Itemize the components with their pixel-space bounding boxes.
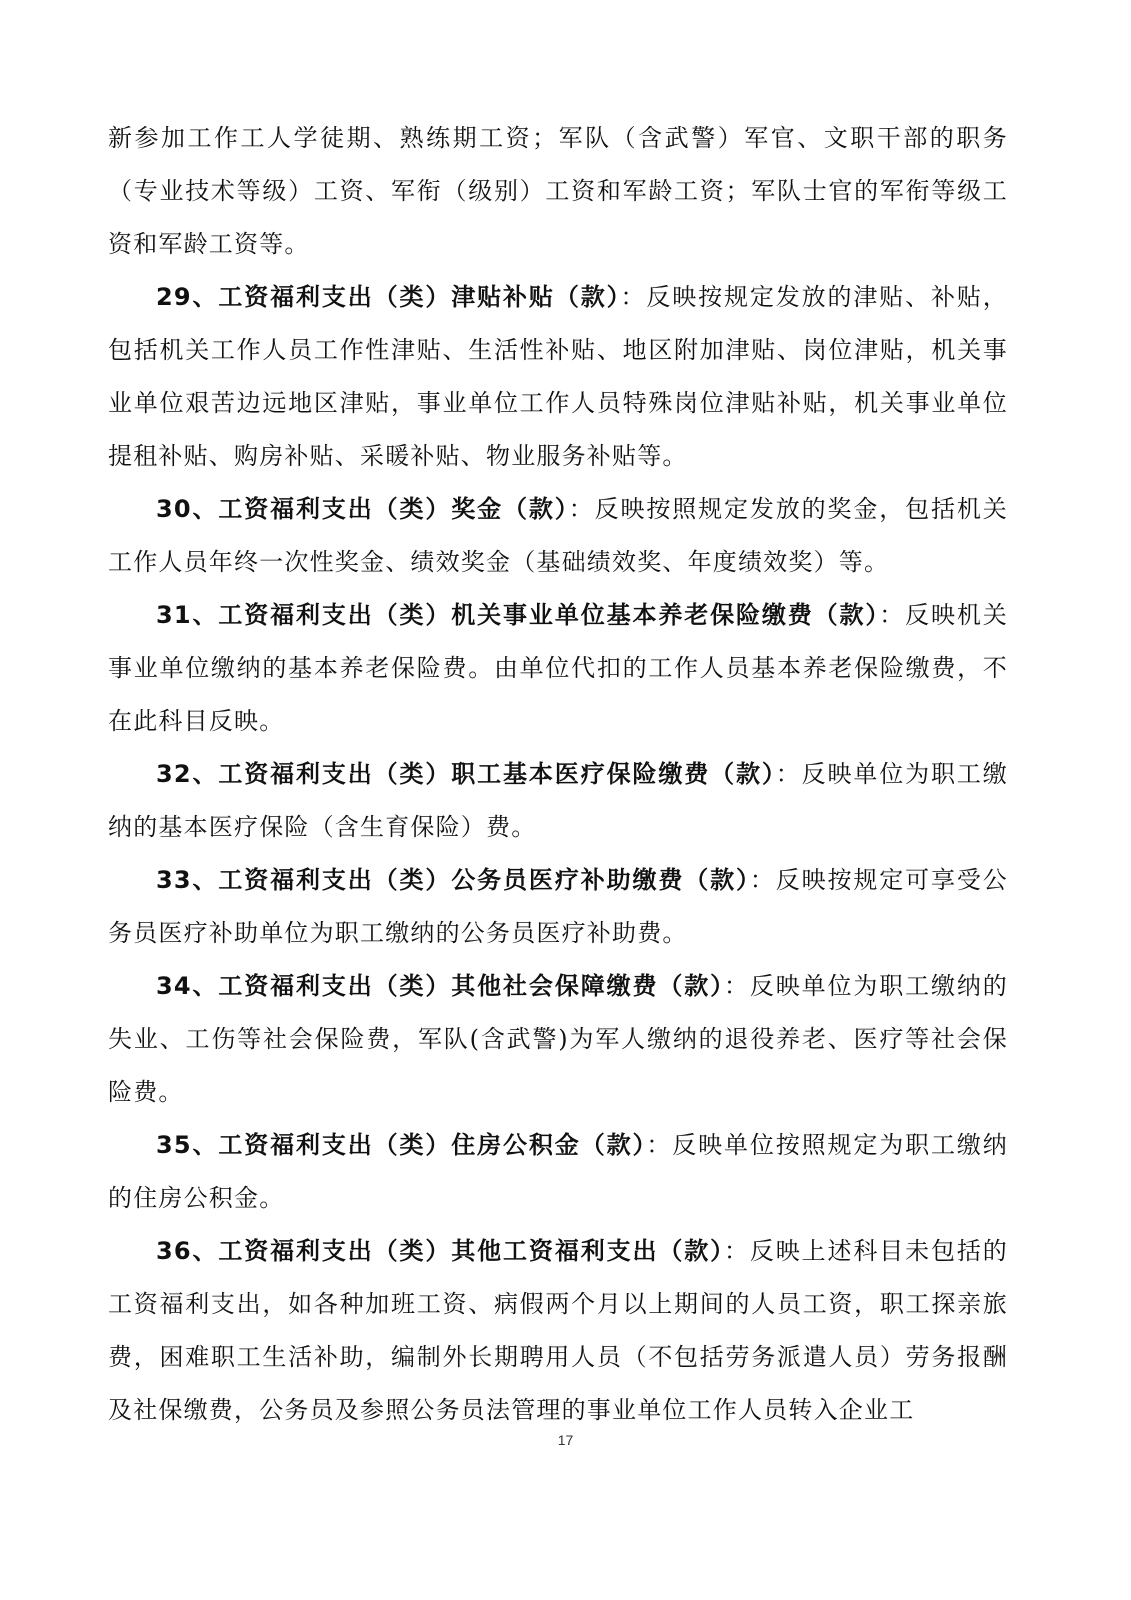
item-29-paragraph [108,271,1008,483]
item-36-paragraph [108,1225,1008,1437]
item-30-text: ：反映按照规定发放的奖金，包括机关工作人员年终一次性奖金、绩效奖金（基础绩效奖、年度绩效奖）等。 [108,495,1008,576]
item-31-text: ：反映机关事业单位缴纳的基本养老保险费。由单位代扣的工作人员基本养老保险缴费，不在此科目反映。 [108,601,1009,735]
item-33-paragraph [108,854,1008,960]
document-body [108,112,1008,1437]
item-31-heading: 31、工资福利支出（类）机关事业单位基本养老保险缴费（款） [156,601,880,629]
item-36-text: ：反映上述科目未包括的工资福利支出，如各种加班工资、病假两个月以上期间的人员工资，职工探亲旅费，困难职工生活补助，编制外长期聘用人员（不包括劳务派遣人员）劳务报酬及社保缴费，公务员及参照公务员法管理的事业单位工作人员转入企业工 [108,1237,1008,1424]
item-30-heading: 30、工资福利支出（类）奖金（款） [156,495,569,523]
item-33-text: ：反映按规定可享受公务员医疗补助单位为职工缴纳的公务员医疗补助费。 [108,866,1009,947]
item-33-heading: 33、工资福利支出（类）公务员医疗补助缴费（款） [156,866,750,894]
item-32-paragraph [108,748,1008,854]
item-35-heading: 35、工资福利支出（类）住房公积金（款） [156,1131,647,1159]
intro-paragraph: 新参加工作工人学徒期、熟练期工资；军队（含武警）军官、文职干部的职务（专业技术等级）工资、军衔（级别）工资和军龄工资；军队士官的军衔等级工资和军龄工资等。 [108,124,1008,258]
item-35-text: ：反映单位按照规定为职工缴纳的住房公积金。 [108,1131,1008,1212]
item-32-heading: 32、工资福利支出（类）职工基本医疗保险缴费（款） [156,760,776,788]
item-29-heading: 29、工资福利支出（类）津贴补贴（款） [156,283,621,311]
item-34-heading: 34、工资福利支出（类）其他社会保障缴费（款） [156,972,724,1000]
item-35-paragraph [108,1119,1008,1225]
item-31-paragraph [108,589,1008,748]
item-32-text: ：反映单位为职工缴纳的基本医疗保险（含生育保险）费。 [108,760,1008,841]
item-34-paragraph [108,960,1008,1119]
item-30-paragraph [108,483,1008,589]
page-number: 17 [557,1432,574,1448]
item-29-text: ：反映按规定发放的津贴、补贴，包括机关工作人员工作性津贴、生活性补贴、地区附加津贴、岗位津贴，机关事业单位艰苦边远地区津贴，事业单位工作人员特殊岗位津贴补贴，机关事业单位提租补贴、购房补贴、采暖补贴、物业服务补贴等。 [108,283,1009,470]
item-36-heading: 36、工资福利支出（类）其他工资福利支出（款） [156,1237,724,1265]
item-34-text: ：反映单位为职工缴纳的失业、工伤等社会保险费，军队(含武警)为军人缴纳的退役养老、医疗等社会保险费。 [108,972,1008,1106]
